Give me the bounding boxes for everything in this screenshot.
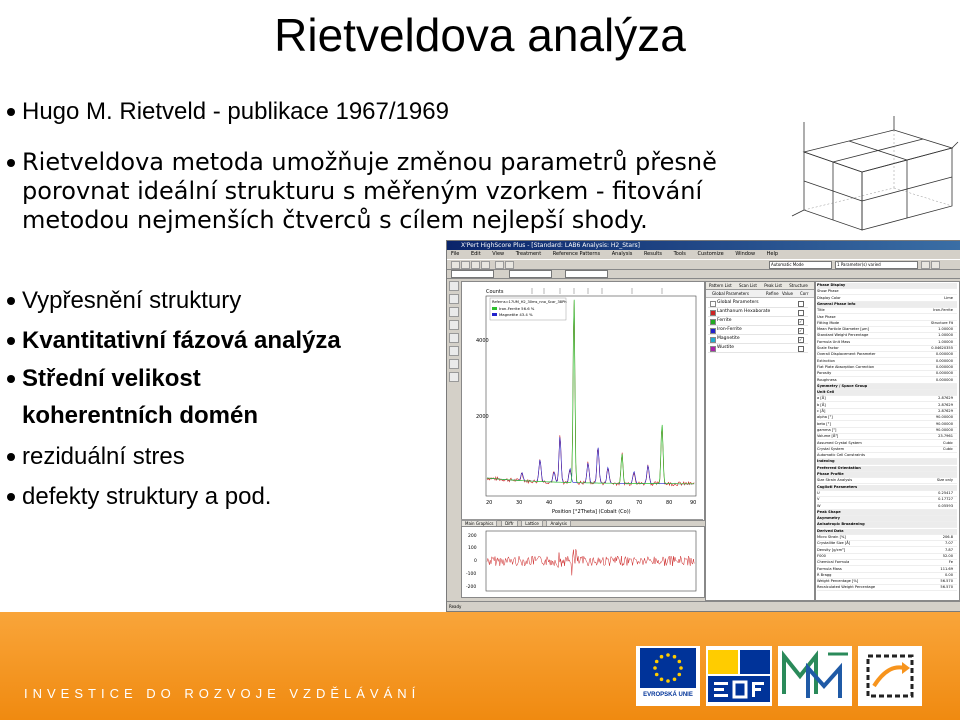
property-value: 0.04620355 xyxy=(931,346,953,350)
property-group[interactable] xyxy=(817,485,957,491)
property-value: 56.570 xyxy=(940,579,953,584)
bullet-domain-size xyxy=(22,364,258,430)
property-label: Standard Weight Percentage xyxy=(817,333,869,338)
eu-star-icon xyxy=(655,673,659,677)
property-row[interactable] xyxy=(817,447,957,453)
property-label: Phase Profile xyxy=(817,472,844,476)
property-label: beta [°] xyxy=(817,421,831,426)
phase-name: Lanthanum Hexaborate xyxy=(717,309,771,314)
property-label: Formula Unit Mass xyxy=(817,339,851,344)
difference-curve xyxy=(487,549,694,575)
app-toolbar-secondary xyxy=(447,269,960,279)
property-label: gamma [°] xyxy=(817,427,837,432)
select-icon[interactable] xyxy=(449,307,459,317)
phase-name: Ferrite xyxy=(717,318,732,323)
property-value: 0.000000 xyxy=(935,352,953,357)
print-icon[interactable] xyxy=(481,261,490,269)
property-group[interactable] xyxy=(817,472,957,478)
eu-star-icon xyxy=(660,678,664,682)
refine-icon[interactable] xyxy=(921,261,930,269)
property-label: V xyxy=(817,497,820,502)
property-row[interactable] xyxy=(817,453,957,459)
property-value: 0.000000 xyxy=(935,371,953,376)
property-value: Cubic xyxy=(942,440,953,445)
property-group[interactable] xyxy=(817,390,957,396)
diffraction-plot[interactable] xyxy=(461,281,705,521)
property-row[interactable] xyxy=(817,315,957,321)
property-row[interactable] xyxy=(817,346,957,352)
legend-swatch-ferrite xyxy=(492,307,497,310)
eu-star-icon xyxy=(653,666,657,670)
difference-plot[interactable] xyxy=(461,526,705,598)
phase-refine-checkbox[interactable]: ✓ xyxy=(799,328,803,333)
bullet-dot xyxy=(7,297,15,305)
property-label: Density [g/cm³] xyxy=(817,547,846,552)
property-value: 0.05593 xyxy=(938,503,953,508)
op-logo xyxy=(858,646,922,706)
eu-star-icon xyxy=(673,655,677,659)
menu-window[interactable]: Window xyxy=(735,251,756,257)
y-axis-label: Counts xyxy=(486,289,504,295)
bullet-dot xyxy=(7,108,15,116)
bullet-dot xyxy=(7,493,15,501)
property-row[interactable] xyxy=(817,327,957,333)
bullet-dot xyxy=(7,453,15,461)
property-label: Peak Shape xyxy=(817,509,841,514)
domain-line-1: Střední velikost xyxy=(22,365,201,392)
eu-star-icon xyxy=(679,666,683,670)
label-icon[interactable] xyxy=(449,372,459,382)
eu-star-icon xyxy=(673,678,677,682)
tab-analysis[interactable]: Analysis xyxy=(546,520,570,528)
property-label: Display Color xyxy=(817,295,841,300)
eu-star-icon xyxy=(655,660,659,664)
phase-name: Global Parameters xyxy=(717,300,759,305)
property-row[interactable] xyxy=(817,308,957,314)
property-value: 1.00000 xyxy=(938,333,953,338)
method-line-3: metodou nejmenších čtverců s cílem nejlepší shody. xyxy=(22,206,648,234)
background-icon[interactable] xyxy=(449,333,459,343)
property-group[interactable] xyxy=(817,283,957,289)
app-menu-bar xyxy=(447,250,960,259)
eu-star-icon xyxy=(660,655,664,659)
bullet-defects: defekty struktury a pod. xyxy=(22,482,271,511)
phase-refine-checkbox[interactable]: ✓ xyxy=(799,319,803,324)
property-row[interactable] xyxy=(817,403,957,409)
property-row[interactable] xyxy=(817,359,957,365)
property-row[interactable] xyxy=(817,491,957,497)
property-value: 56.570 xyxy=(940,585,953,590)
phase-refine-checkbox[interactable] xyxy=(798,346,804,352)
slide-title: Rietveldova analýza xyxy=(274,9,686,61)
phase-name: Wustite xyxy=(717,345,735,350)
undo-icon[interactable] xyxy=(495,261,504,269)
property-group[interactable] xyxy=(817,522,957,528)
peak-icon[interactable] xyxy=(449,320,459,330)
bullet-residual-stress: reziduální stres xyxy=(22,442,185,471)
diff-tick: -100 xyxy=(466,572,477,577)
property-group[interactable] xyxy=(817,516,957,522)
property-label: Extinction xyxy=(817,358,835,363)
property-row[interactable] xyxy=(817,497,957,503)
property-value: Size only xyxy=(936,478,953,483)
bullet-method xyxy=(22,148,717,235)
parameter-select[interactable]: 1 Parameter(s) varied xyxy=(835,261,918,269)
y-tick-4000: 4000 xyxy=(476,338,489,344)
footer-banner xyxy=(0,612,960,720)
property-value: 0.17727 xyxy=(938,497,953,502)
legend-magnetite: Magnetite 43.4 % xyxy=(499,312,533,317)
property-label: Chemical Formula xyxy=(817,560,850,565)
footer-slogan: INVESTICE DO ROZVOJE VZDĚLÁVÁNÍ xyxy=(24,686,421,701)
property-value: 7.87 xyxy=(944,547,953,552)
open-icon[interactable] xyxy=(461,261,470,269)
x-tick: 60 xyxy=(606,500,613,506)
property-row[interactable] xyxy=(817,428,957,434)
ferrite-fit xyxy=(487,300,694,484)
method-line-2: porovnat ideální strukturu s měřeným vzorkem - fitování xyxy=(22,177,703,205)
pan-icon[interactable] xyxy=(449,294,459,304)
fit-icon[interactable] xyxy=(449,359,459,369)
property-label: Scale Factor xyxy=(817,346,839,350)
menu-customize[interactable]: Customize xyxy=(697,251,724,257)
msmt-logo-icon xyxy=(778,646,852,706)
property-value: 1.00000 xyxy=(938,327,953,332)
property-label: Porosity xyxy=(817,371,832,376)
property-label: Size Strain Analysis xyxy=(817,478,853,483)
property-row[interactable] xyxy=(817,396,957,402)
property-row[interactable] xyxy=(817,365,957,371)
x-axis-ticks xyxy=(486,500,696,506)
highscore-app-window xyxy=(446,240,960,612)
phase-columns: Global Parameters Refine Value Corr xyxy=(706,290,814,298)
zoom-icon[interactable] xyxy=(449,281,459,291)
phase-color-swatch xyxy=(710,337,716,343)
property-label: alpha [°] xyxy=(817,415,833,420)
menu-file[interactable]: File xyxy=(451,251,460,257)
property-group[interactable] xyxy=(817,459,957,465)
property-row[interactable] xyxy=(817,422,957,428)
property-label: Micro Strain [%] xyxy=(817,535,846,539)
method-line-1: Rietveldova metoda umožňuje změnou parametrů přesně xyxy=(22,148,717,176)
property-label: General Phase Info xyxy=(817,301,856,306)
property-label: Recalculated Weight Percentage xyxy=(817,585,876,590)
crystal-lattice-figure xyxy=(784,112,960,244)
property-value: 0.25417 xyxy=(938,490,953,495)
esf-logo-icon xyxy=(706,646,772,706)
property-row[interactable] xyxy=(817,333,957,339)
property-value: Cubic xyxy=(942,446,953,451)
property-label: Roughness xyxy=(817,377,837,382)
properties-panel xyxy=(815,281,960,601)
property-value: 0.000000 xyxy=(935,358,953,363)
property-value: 1.00000 xyxy=(938,339,953,344)
esf-logo xyxy=(706,646,772,706)
x-tick: 90 xyxy=(690,500,697,506)
eu-star-icon xyxy=(678,660,682,664)
property-label: Anisotropic Broadening xyxy=(817,522,865,527)
x-tick: 70 xyxy=(636,500,643,506)
property-row[interactable] xyxy=(817,579,957,585)
eu-stars-icon xyxy=(640,648,696,688)
x-tick: 30 xyxy=(516,500,523,506)
measure-icon[interactable] xyxy=(449,346,459,356)
property-value: 52.00 xyxy=(942,553,953,558)
domain-line-2: koherentních domén xyxy=(22,402,259,429)
bullet-dot xyxy=(7,337,15,345)
phase-name: Magnetite xyxy=(717,336,740,341)
phase-color-swatch xyxy=(710,346,716,352)
phase-refine-checkbox[interactable]: ✓ xyxy=(799,337,803,342)
legend-swatch-magnetite xyxy=(492,313,497,316)
property-value: Fe xyxy=(948,560,953,565)
menu-edit[interactable]: Edit xyxy=(470,251,481,257)
tab-main-graphics[interactable]: Main Graphics xyxy=(461,520,497,528)
phase-name: Iron-Ferrite xyxy=(717,327,742,332)
stop-icon[interactable] xyxy=(931,261,940,269)
bullet-dot xyxy=(7,159,15,167)
property-row[interactable] xyxy=(817,554,957,560)
property-label: Asymmetry xyxy=(817,516,841,521)
property-label: R Bragg xyxy=(817,572,832,577)
property-row[interactable] xyxy=(817,478,957,484)
phase-color-swatch xyxy=(710,310,716,316)
menu-analysis[interactable]: Analysis xyxy=(611,251,633,257)
phase-refine-checkbox[interactable] xyxy=(798,310,804,316)
eu-logo xyxy=(636,646,700,706)
msmt-logo xyxy=(778,646,852,706)
property-label: a [Å] xyxy=(817,396,826,401)
mode-select[interactable]: Automatic Mode xyxy=(769,261,832,269)
property-label: Phase Display xyxy=(817,283,846,287)
status-bar: Ready xyxy=(447,601,960,610)
app-title-bar: X'Pert HighScore Plus - [Standard: LAB6 Analysis: H2_Stars] xyxy=(447,241,960,250)
legend-ferrite: Iron-Ferrite 56.6 % xyxy=(499,306,535,311)
property-row[interactable] xyxy=(817,340,957,346)
diff-frame xyxy=(486,531,696,591)
property-row[interactable] xyxy=(817,378,957,384)
property-value: 0.000000 xyxy=(935,364,953,369)
property-label: Use Phase xyxy=(817,314,836,319)
property-label: Fitting Mode xyxy=(817,320,840,325)
x-tick: 40 xyxy=(546,500,553,506)
y-tick-2000: 2000 xyxy=(476,414,489,420)
phase-color-swatch xyxy=(710,328,716,334)
eu-star-icon xyxy=(666,679,670,683)
diff-tick: 100 xyxy=(468,546,477,551)
menu-tools[interactable]: Tools xyxy=(673,251,686,257)
property-row[interactable] xyxy=(817,321,957,327)
phase-color-swatch xyxy=(710,301,716,307)
counts-field[interactable] xyxy=(565,270,608,278)
phase-panel-tabs xyxy=(706,282,814,290)
property-label: Unit Cell xyxy=(817,390,835,395)
property-value: Iron-Ferrite xyxy=(933,308,953,313)
property-row[interactable] xyxy=(817,541,957,547)
eu-flag-icon xyxy=(640,648,696,688)
phase-list-panel xyxy=(705,281,815,601)
menu-results[interactable]: Results xyxy=(643,251,662,257)
property-label: Title xyxy=(817,308,825,313)
property-row[interactable] xyxy=(817,296,957,302)
property-label: Crystal System xyxy=(817,446,845,451)
property-label: Weight Percentage [%] xyxy=(817,579,859,584)
redo-icon[interactable] xyxy=(505,261,514,269)
tab-scan-list[interactable]: Scan List xyxy=(738,283,757,288)
property-group[interactable] xyxy=(817,466,957,472)
property-row[interactable] xyxy=(817,289,957,295)
property-label: Symmetry / Space Group xyxy=(817,383,868,388)
bullet-refinement: Vypřesnění struktury xyxy=(22,286,241,315)
property-label: Volume [Å³] xyxy=(817,434,839,439)
op-logo-icon xyxy=(858,646,922,706)
property-value: 206.8 xyxy=(942,535,953,539)
left-tool-strip xyxy=(449,281,459,581)
property-value: 90.00000 xyxy=(935,415,953,420)
property-group[interactable] xyxy=(817,384,957,390)
tab-pattern-list[interactable]: Pattern List xyxy=(709,283,732,288)
diff-tick: 200 xyxy=(468,534,477,539)
tab-structure[interactable]: Structure xyxy=(789,283,808,288)
property-label: F000 xyxy=(817,553,826,558)
property-value: 90.00000 xyxy=(935,427,953,432)
property-row[interactable] xyxy=(817,415,957,421)
phase-refine-checkbox[interactable] xyxy=(798,301,804,307)
property-label: c [Å] xyxy=(817,409,826,413)
property-group[interactable] xyxy=(817,510,957,516)
property-group[interactable] xyxy=(817,302,957,308)
x-tick: 50 xyxy=(576,500,583,506)
diffraction-plot-svg xyxy=(462,282,704,520)
property-value: 23.7961 xyxy=(938,434,953,439)
position-field[interactable] xyxy=(451,270,494,278)
bullet-publication: Hugo M. Rietveld - publikace 1967/1969 xyxy=(22,97,449,126)
property-label: b [Å] xyxy=(817,402,826,407)
property-label: Overall Displacement Parameter xyxy=(817,352,876,357)
property-label: Derived Data xyxy=(817,528,844,533)
bullet-dot xyxy=(7,375,15,383)
phase-row[interactable] xyxy=(708,344,808,353)
property-label: Caglioti Parameters xyxy=(817,484,858,489)
property-label: Flat Plate Absorption Correction xyxy=(817,364,875,369)
bullet-quantitative: Kvantitativní fázová analýza xyxy=(22,326,341,355)
property-value: Lime xyxy=(944,295,953,300)
legend-title: Referns=17UM_H2_30ms_nno_Scar_38Ph xyxy=(492,300,567,304)
save-icon[interactable] xyxy=(471,261,480,269)
phase-row[interactable] xyxy=(708,335,808,344)
property-label: W xyxy=(817,503,821,508)
property-label: Mean Particle Diameter [µm] xyxy=(817,327,869,332)
phase-row[interactable] xyxy=(708,308,808,317)
property-row[interactable] xyxy=(817,567,957,573)
x-axis-label: Position [°2Theta] (Cobalt (Co)) xyxy=(552,509,631,515)
x-tick: 20 xyxy=(486,500,493,506)
property-label: Automatic Cell Constraints xyxy=(817,453,865,458)
property-label: Indexing xyxy=(817,459,835,464)
property-row[interactable] xyxy=(817,441,957,447)
menu-reference-patterns[interactable]: Reference Patterns xyxy=(552,251,601,257)
difference-plot-svg xyxy=(462,527,704,597)
property-row[interactable] xyxy=(817,585,957,591)
property-value: 7.07 xyxy=(944,541,953,546)
property-value: 2.87629 xyxy=(938,402,953,407)
phase-row[interactable] xyxy=(708,326,808,335)
property-row[interactable] xyxy=(817,504,957,510)
diff-tick: 0 xyxy=(474,559,477,564)
property-row[interactable] xyxy=(817,573,957,579)
eu-star-icon xyxy=(666,653,670,657)
menu-treatment[interactable]: Treatment xyxy=(515,251,542,257)
eu-star-icon xyxy=(678,673,682,677)
property-label: Assumed Crystal System xyxy=(817,440,862,445)
phase-color-swatch xyxy=(710,319,716,325)
property-value: 2.87629 xyxy=(938,396,953,401)
tab-peak-list[interactable]: Peak List xyxy=(764,283,782,288)
property-label: Formula Mass xyxy=(817,566,842,571)
property-value: Structure Fit xyxy=(930,320,953,325)
new-icon[interactable] xyxy=(451,261,460,269)
plot-frame xyxy=(486,296,696,496)
property-group[interactable] xyxy=(817,529,957,535)
property-row[interactable] xyxy=(817,352,957,358)
phase-row[interactable] xyxy=(708,299,808,308)
tab-lattice[interactable]: Lattice xyxy=(521,520,543,528)
eu-label: EVROPSKÁ UNIE xyxy=(643,692,693,698)
diff-tick: -200 xyxy=(466,585,477,590)
tab-diffr[interactable]: Diffr xyxy=(501,520,518,528)
property-label: U xyxy=(817,490,820,495)
property-row[interactable] xyxy=(817,560,957,566)
property-row[interactable] xyxy=(817,548,957,554)
property-value: 90.00000 xyxy=(935,421,953,426)
menu-help[interactable]: Help xyxy=(766,251,779,257)
x-tick: 80 xyxy=(666,500,673,506)
menu-view[interactable]: View xyxy=(492,251,505,257)
property-value: 2.87629 xyxy=(938,409,953,413)
peak-markers xyxy=(532,288,662,294)
property-value: 111.69 xyxy=(940,566,953,571)
property-label: Preferred Orientation xyxy=(817,465,861,470)
d-spacing-field[interactable] xyxy=(509,270,552,278)
property-row[interactable] xyxy=(817,409,957,415)
phase-row[interactable] xyxy=(708,317,808,326)
property-value: 0.00 xyxy=(944,572,953,577)
property-row[interactable] xyxy=(817,371,957,377)
property-row[interactable] xyxy=(817,434,957,440)
property-value: 0.000000 xyxy=(935,377,953,382)
property-label: Crystallite Size [Å] xyxy=(817,541,851,546)
property-label: Show Phase xyxy=(817,289,839,294)
